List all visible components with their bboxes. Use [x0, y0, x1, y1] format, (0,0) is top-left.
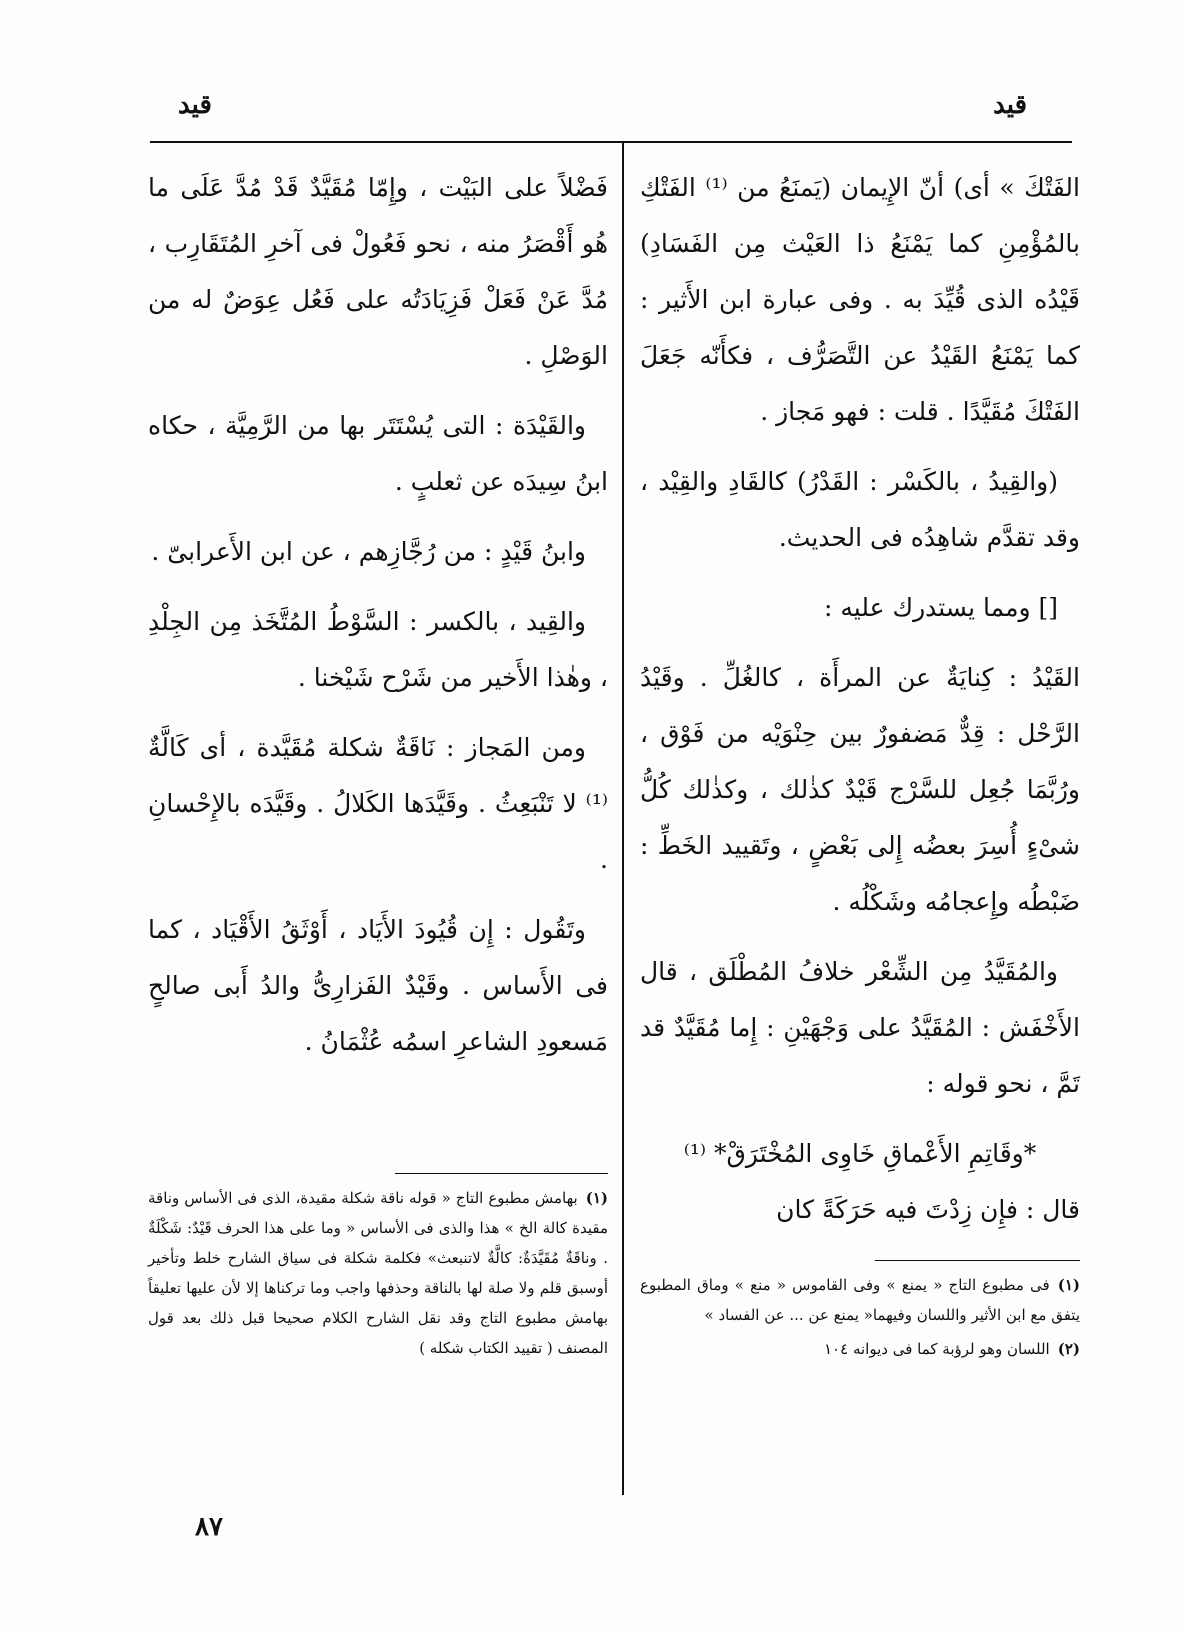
running-header-left: قيد	[178, 90, 212, 120]
footnote-number: (٢)	[1057, 1340, 1080, 1358]
page-number: ٨٧	[195, 1512, 223, 1542]
paragraph: ومن المَجاز : نَاقَةٌ شكلة مُقَيَّدة ، أى كَالَّةٌ ⁽¹⁾ لا تَنْبَعِثُ . وقَيَّدَها الكَلالُ . وقَيَّدَه بالإِحْسانِ .	[148, 733, 608, 874]
footnotes-right	[640, 1270, 1080, 1368]
footnote-number: (١)	[585, 1189, 608, 1207]
footnote-rule	[875, 1260, 1080, 1261]
paragraph: فَضْلاً على البَيْت ، وإِمّا مُقَيَّدٌ قَدْ مُدَّ عَلَى ما هُو أَقْصَرُ منه ، نحو فَعُولْ فى آخرِ المُتَقَارِب ، مُدَّ عَنْ فَعَلْ فَزِيَادَتُه على فَعُل عِوَضٌ له من الوَصْلِ .	[148, 173, 608, 370]
footnote-text: اللسان وهو لرؤبة كما فى ديوانه ١٠٤	[824, 1340, 1050, 1358]
paragraph: وتَقُول : إِن قُيُودَ الأَيَاد ، أَوْثَقُ الأَقْيَاد ، كما فى الأَساس . وقَيْدٌ الفَزارِىُّ والدُ أَبى صالحٍ مَسعودِ الشاعرِ اسمُه عُثْمَانُ .	[148, 915, 608, 1056]
footnote-text: بهامش مطبوع التاج « قوله ناقة شكلة مقيدة، الذى فى الأساس وناقة مقيدة كالة الخ » هذا والذى فى الأساس « وما على هذا الحرف قَيْدٌ: شَكْلَةٌ . وناقَةٌ مُقَيَّدَةٌ: كالَّةٌ لاتنبعث» فكلمة شكلة فى سياق الشارح خلط وتأخير أوسبق قلم ولا صلة لها بالناقة وحذفها واجب وما تركناها إلا لأن عليها تعليقاً بهامش مطبوع التاج وقد نقل الشارح الكلام صحيحا قبل ذلك بعد قول المصنف ( تقييد الكتاب شكله )	[148, 1189, 608, 1357]
footnotes-left	[148, 1183, 608, 1367]
paragraph: (والقِيدُ ، بالكَسْر : القَدْرُ) كالقَادِ والقِيْد ، وقد تقدَّم شاهِدُه فى الحديث.	[640, 467, 1080, 552]
paragraph: [] ومما يستدرك عليه :	[824, 593, 1058, 622]
footnote	[640, 1334, 1080, 1364]
footnote	[640, 1270, 1080, 1330]
column-divider	[622, 143, 624, 1495]
paragraph: والقَيْدَة : التى يُسْتَتَر بها من الرَّمِيَّة ، حكاه ابنُ سِيدَه عن ثعلبٍ .	[148, 411, 608, 496]
footnote-text: فى مطبوع التاج « يمنع » وفى القاموس « منع » وماق المطبوع يتفق مع ابن الأثير واللسان وفيهما« يمنع عن ... عن الفساد »	[640, 1276, 1080, 1324]
paragraph: والمُقَيَّدُ مِن الشِّعْر خلافُ المُطْلَق ، قال الأَخْفَش : المُقَيَّدُ على وَجْهَيْنِ : إِما مُقَيَّدٌ قد تَمَّ ، نحو قوله :	[640, 957, 1080, 1098]
paragraph: قال : فإِن زِدْتَ فيه حَرَكَةً كان	[776, 1195, 1080, 1224]
footnote-rule	[395, 1173, 608, 1174]
footnote	[148, 1183, 608, 1363]
header-rule	[150, 141, 1072, 143]
paragraph: القَيْدُ : كِنايَةٌ عن المرأَة ، كالغُلِّ . وقَيْدُ الرَّحْل : قِدٌّ مَضفورٌ بين حِنْوَيْه من فَوْق ، ورُبَّمَا جُعِل للسَّرْج قَيْدٌ كذٰلك ، وكذٰلك كُلُّ شىْءٍ أُسِرَ بعضُه إِلى بَعْضٍ ، وتَقييد الخَطِّ : ضَبْطُه وإِعجامُه وشَكْلُه .	[640, 663, 1080, 916]
paragraph: والقِيد ، بالكسر : السَّوْطُ المُتَّخَذ مِن الجِلْدِ ، وهٰذا الأَخير من شَرْح شَيْخنا .	[148, 607, 608, 692]
running-header-right: قيد	[993, 90, 1027, 120]
left-column	[148, 160, 608, 1084]
footnote-number: (١)	[1057, 1276, 1080, 1294]
paragraph: الفَتْكَ » أى) أنّ الإِيمان (يَمنَعُ من ⁽¹⁾ الفَتْكِ بالمُؤْمِنِ كما يَمْنَعُ ذا العَيْث مِن الفَسَادِ) قَيْدُه الذى قُيِّدَ به . وفى عبارة ابن الأَثير : كما يَمْنَعُ القَيْدُ عن التَّصَرُّف ، فكأَنّه جَعَلَ الفَتْكَ مُقَيَّدًا . قلت : فهو مَجاز .	[640, 173, 1080, 426]
verse-line: *وقَاتِمِ الأَعْماقِ خَاوِى المُخْتَرَقْ* ⁽¹⁾	[683, 1139, 1037, 1168]
paragraph: وابنُ قَيْدٍ : من رُجَّازِهم ، عن ابن الأَعرابىّ .	[151, 537, 586, 566]
right-column	[640, 160, 1080, 1252]
